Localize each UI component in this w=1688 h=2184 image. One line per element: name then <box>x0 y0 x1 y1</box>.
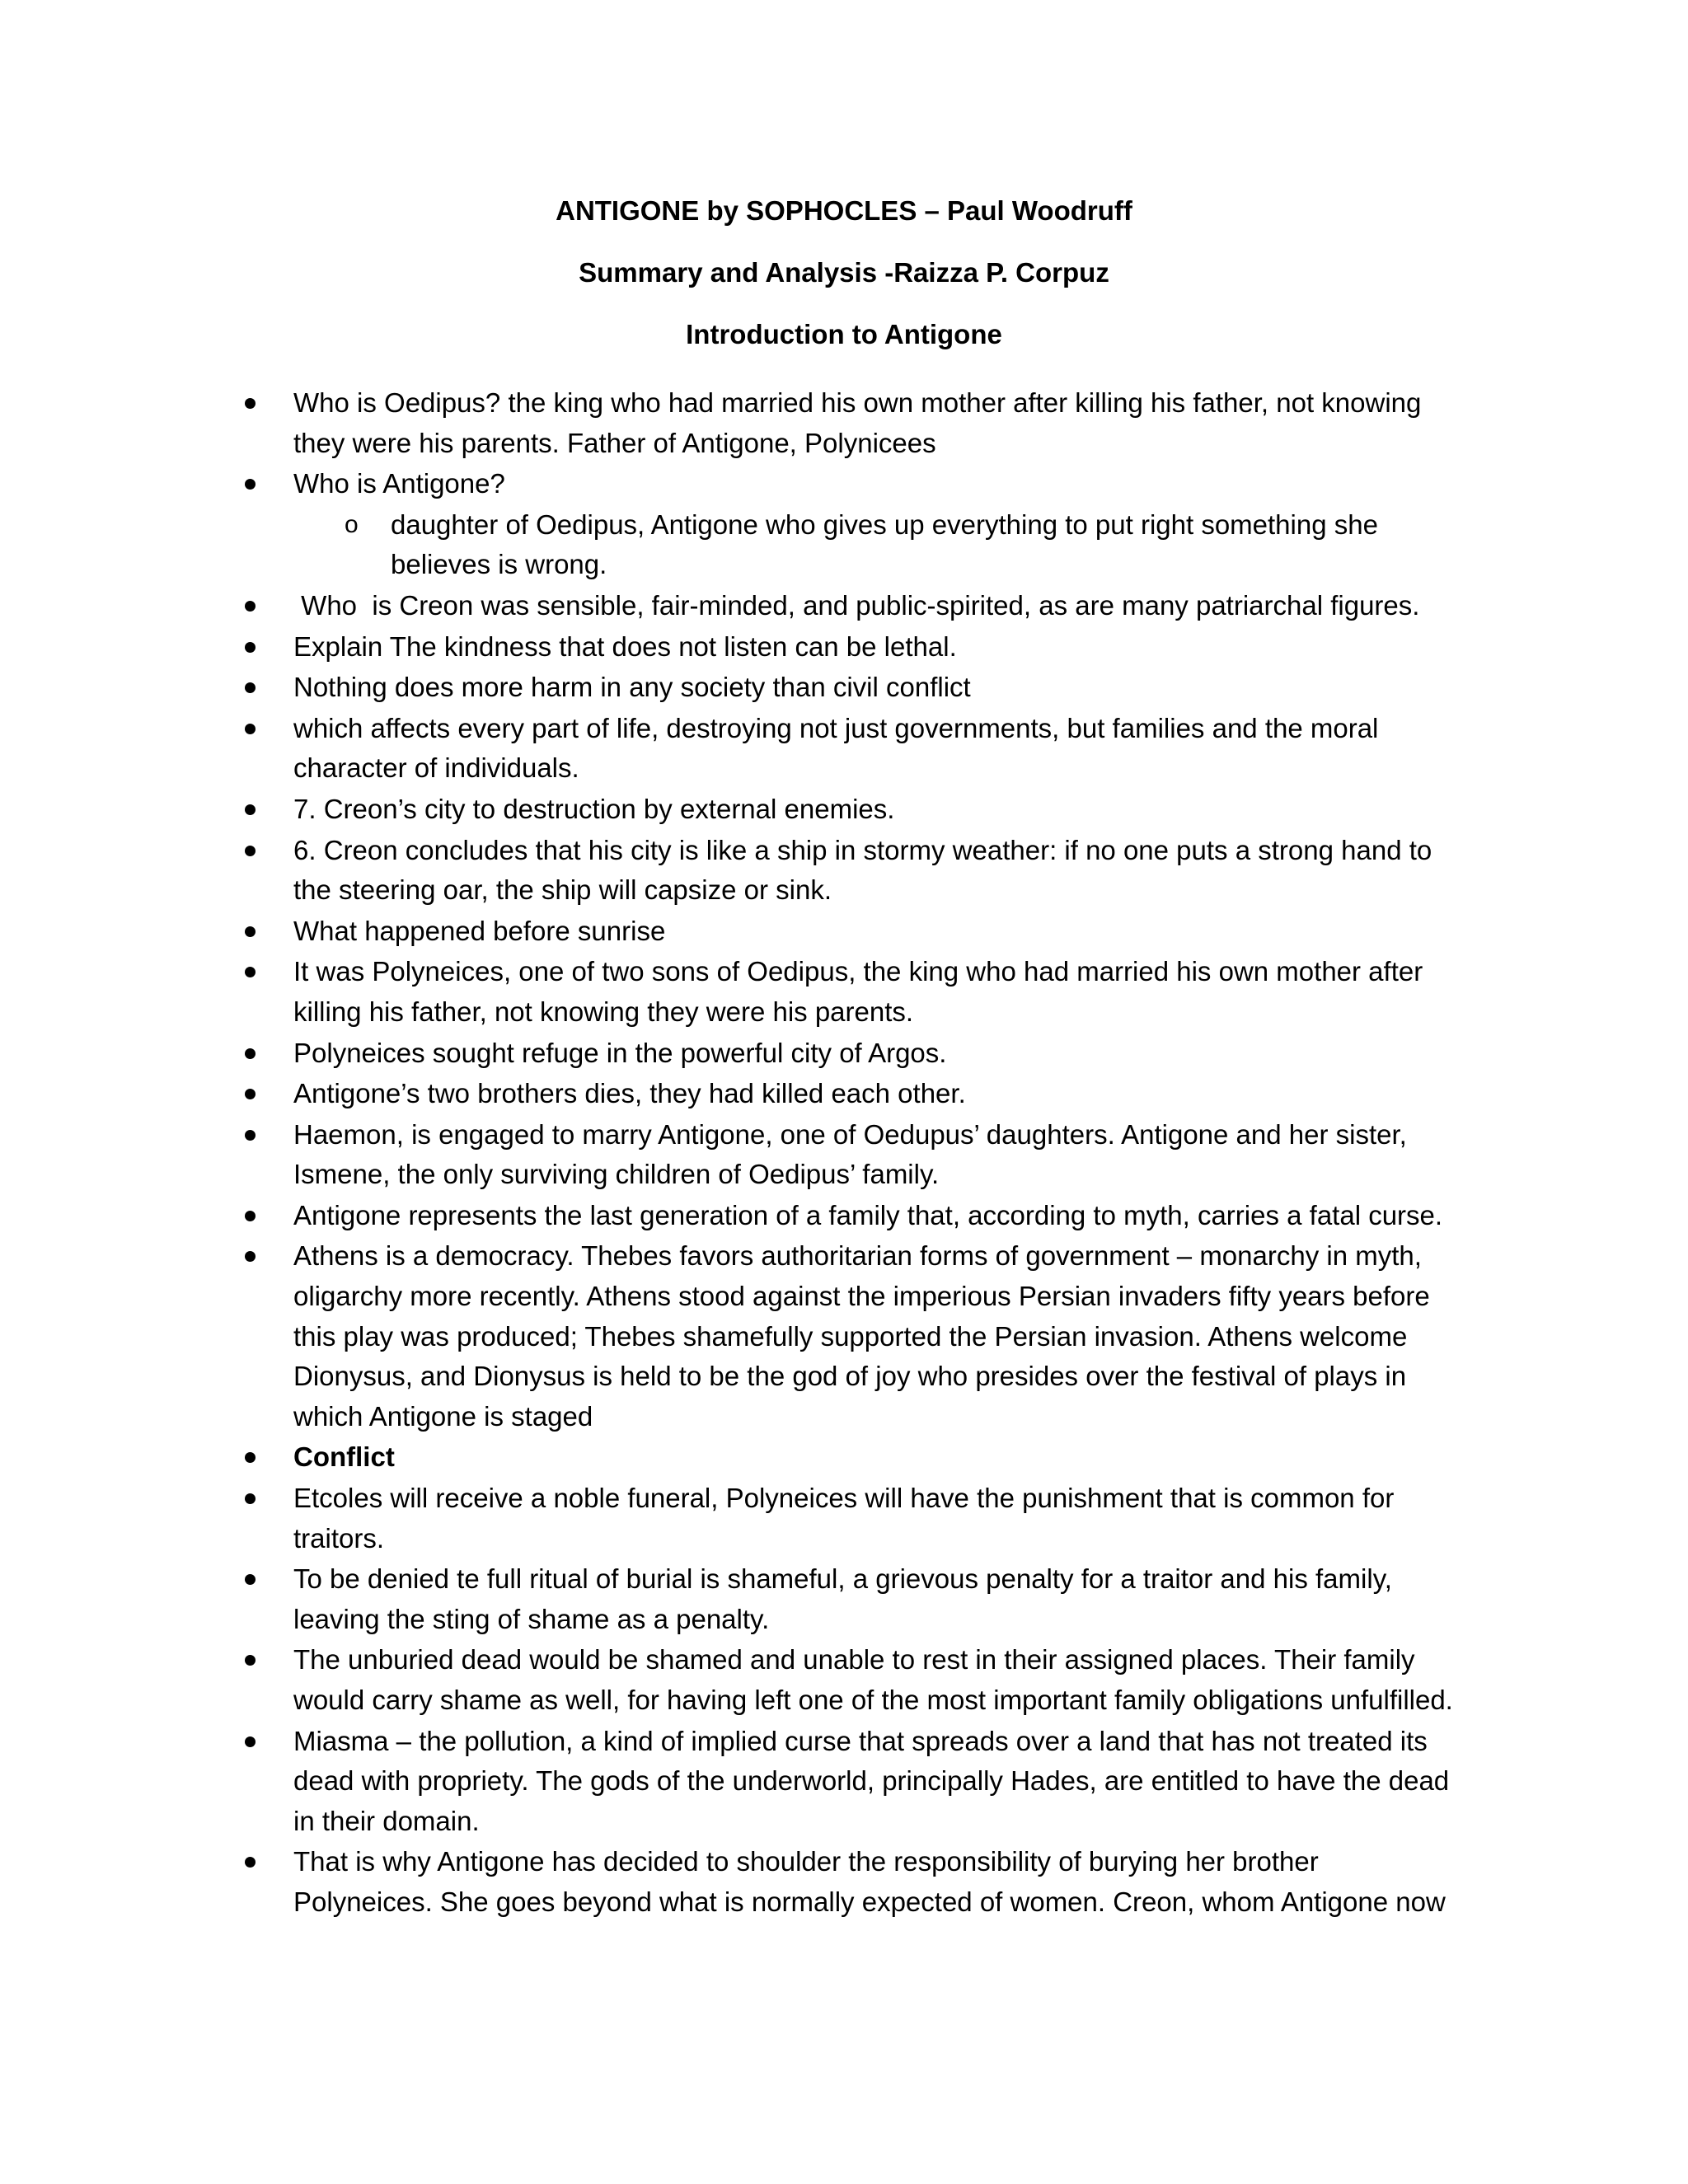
list-item-responsibility <box>0 1842 1688 1922</box>
list-item-antigone <box>0 464 1688 504</box>
bullet-icon <box>245 1196 256 1235</box>
list-item-polyneices <box>0 952 1688 1032</box>
list-item-civil-conflict <box>0 668 1688 708</box>
list-item-argos <box>0 1033 1688 1074</box>
sub-list-item-antigone <box>0 505 1688 585</box>
bullet-icon <box>245 831 256 870</box>
list-item-haemon <box>0 1115 1688 1195</box>
list-item-text: Antigone represents the last generation of a family that, according to myth, carries a fatal curse. <box>293 1199 1443 1230</box>
list-item-text: which affects every part of life, destroying not just governments, but families and the moral character of individuals. <box>293 712 1379 784</box>
document-subtitle: Summary and Analysis -Raizza P. Corpuz <box>579 257 1109 288</box>
bullet-icon <box>245 1559 256 1599</box>
list-item-external-enemies <box>0 790 1688 830</box>
list-item-text: Antigone’s two brothers dies, they had killed each other. <box>293 1078 966 1109</box>
list-item-text: daughter of Oedipus, Antigone who gives up everything to put right something she believes is wrong. <box>391 509 1378 580</box>
bullet-icon <box>245 1033 256 1073</box>
list-item-affects-life <box>0 709 1688 789</box>
bullet-icon <box>245 464 256 504</box>
heading-block <box>0 194 1688 380</box>
bullet-icon <box>245 1236 256 1276</box>
bullet-icon <box>245 586 256 626</box>
list-item-burial-shame <box>0 1559 1688 1639</box>
bullet-icon <box>245 1640 256 1680</box>
list-item-miasma <box>0 1722 1688 1842</box>
document-title: ANTIGONE by SOPHOCLES – Paul Woodruff <box>556 195 1132 226</box>
list-item-text: Haemon, is engaged to marry Antigone, one of Oedupus’ daughters. Antigone and her sister, Ismene, the only surviving children of Oedipus’ family. <box>293 1118 1407 1190</box>
list-item-text: To be denied te full ritual of burial is shameful, a grievous penalty for a traitor and his family, leaving the sting of shame as a penalty. <box>293 1563 1392 1634</box>
bullet-list <box>0 383 1688 1924</box>
bullet-icon <box>245 627 256 667</box>
bullet-icon <box>245 1074 256 1113</box>
list-item-text: The unburied dead would be shamed and unable to rest in their assigned places. Their family would carry shame as well, for having left one of the most important family obligations unfulfilled. <box>293 1644 1453 1715</box>
bullet-icon <box>245 1437 256 1477</box>
list-item-text: Conflict <box>293 1441 395 1473</box>
hollow-bullet-icon: o <box>345 510 359 538</box>
bullet-icon <box>245 1479 256 1518</box>
bullet-icon <box>245 668 256 707</box>
list-item-text: Nothing does more harm in any society than civil conflict <box>293 672 971 703</box>
bullet-icon <box>245 1722 256 1761</box>
list-item-creon <box>0 586 1688 626</box>
bullet-icon <box>245 912 256 951</box>
list-item-text: Etcoles will receive a noble funeral, Polyneices will have the punishment that is common for traitors. <box>293 1483 1395 1554</box>
bullet-icon <box>245 790 256 829</box>
list-item-funeral <box>0 1479 1688 1558</box>
bullet-icon <box>245 1115 256 1155</box>
list-item-kindness <box>0 627 1688 668</box>
list-item-text: Explain The kindness that does not listen can be lethal. <box>293 630 957 662</box>
list-item-text: 6. Creon concludes that his city is like a ship in stormy weather: if no one puts a strong hand to the steering oar, the ship will capsize or sink. <box>293 834 1432 906</box>
list-item-ship-of-state <box>0 831 1688 911</box>
bullet-icon <box>245 952 256 991</box>
list-item-text: Who is Oedipus? the king who had married his own mother after killing his father, not knowing they were his parents. Father of Antigone, Polynicees <box>293 387 1422 458</box>
list-item-text: Miasma – the pollution, a kind of implied curse that spreads over a land that has not treated its dead with propriety. The gods of the underworld, principally Hades, are entitled to have the dead in their domain. <box>293 1725 1450 1836</box>
list-item-text: What happened before sunrise <box>293 915 666 946</box>
list-item-unburied-dead <box>0 1640 1688 1720</box>
list-item-text: Who is Creon was sensible, fair-minded, and public-spirited, as are many patriarchal figures. <box>293 589 1420 621</box>
bullet-icon <box>245 383 256 423</box>
list-item-text: It was Polyneices, one of two sons of Oedipus, the king who had married his own mother after killing his father, not knowing they were his parents. <box>293 956 1423 1027</box>
list-item-text: Athens is a democracy. Thebes favors authoritarian forms of government – monarchy in myth, oligarchy more recently. Athens stood against the imperious Persian invaders fifty years before this play was produced; Thebes shamefully supported the Persian invasion. Athens welcome Dionysus, and Dionysus is held to be the god of joy who presides over the festival of plays in which Antigone is staged <box>293 1240 1430 1432</box>
list-item-text: Who is Antigone? <box>293 468 505 499</box>
list-item-text: Polyneices sought refuge in the powerful city of Argos. <box>293 1037 947 1068</box>
bullet-icon <box>245 1842 256 1882</box>
list-item-text: 7. Creon’s city to destruction by external enemies. <box>293 793 895 824</box>
list-item-conflict <box>0 1437 1688 1478</box>
list-item-brothers <box>0 1074 1688 1114</box>
list-item-text: That is why Antigone has decided to shoulder the responsibility of burying her brother Polyneices. She goes beyond what is normally expected of women. Creon, whom Antigone now <box>293 1846 1446 1917</box>
bullet-icon <box>245 709 256 748</box>
list-item-fatal-curse <box>0 1196 1688 1236</box>
list-item-oedipus <box>0 383 1688 463</box>
list-item-athens-thebes <box>0 1236 1688 1436</box>
list-item-before-sunrise <box>0 912 1688 952</box>
section-heading: Introduction to Antigone <box>686 319 1002 349</box>
